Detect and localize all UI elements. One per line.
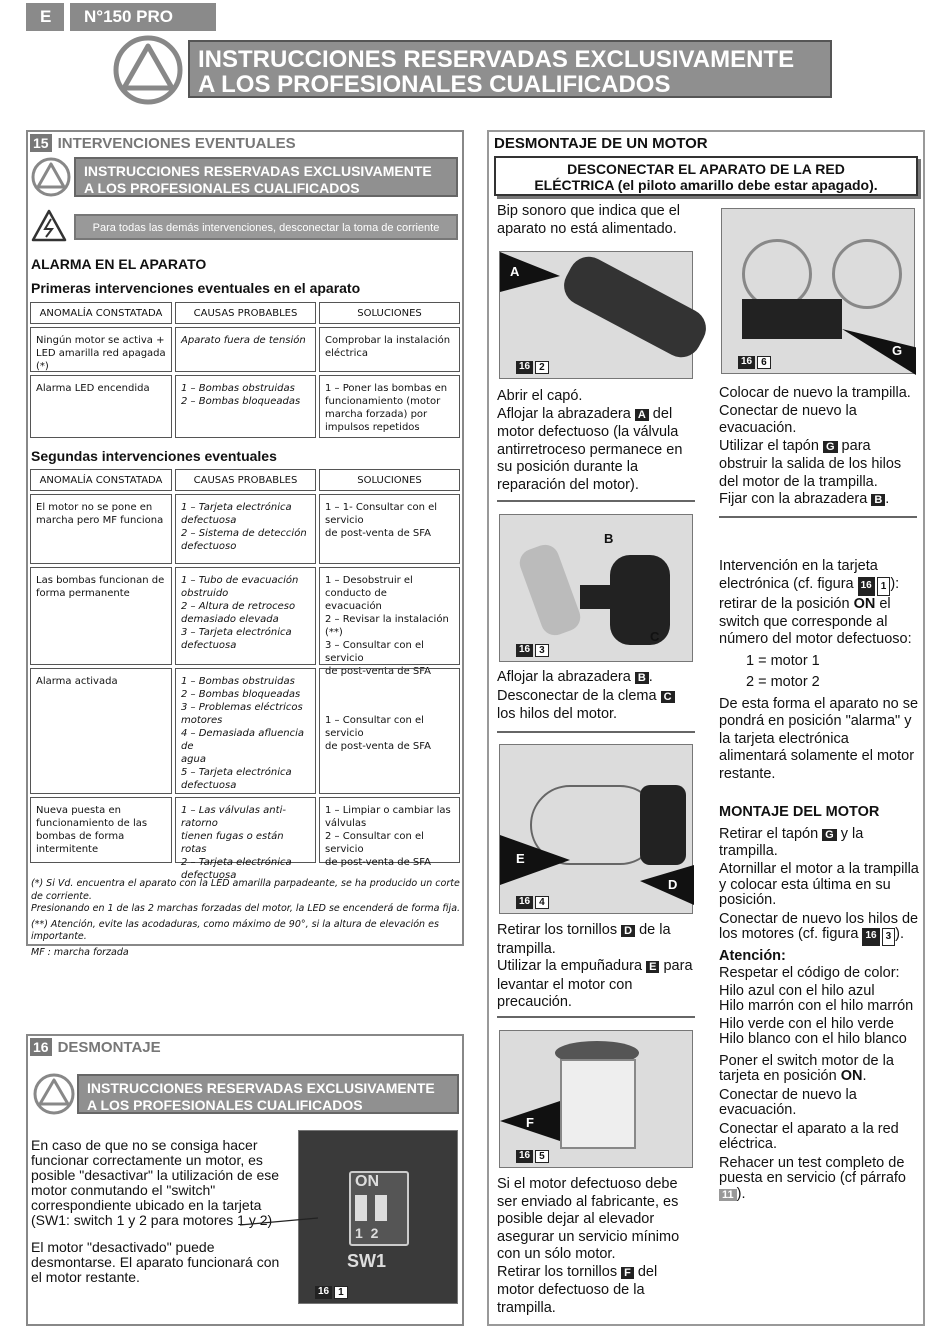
warning-triangle-icon <box>30 156 72 198</box>
table-cell: 1 – Poner las bombas en funcionamiento (motor marcha forzada) por impulsos repetidos <box>319 375 460 438</box>
table-header: CAUSAS PROBABLES <box>175 302 316 324</box>
language-tag: E <box>26 3 64 31</box>
assembly-text: Retirar el tapón G y la trampilla. Atornillar el motor a la trampilla y colocar esta última en su posición. Conectar de nuevo los hilos de los motores (cf. figura 16 3 ). Atención: Respetar el código de color: Hilo azul con el hilo azul Hilo marrón con el hilo marrón Hilo verde con el hilo verde Hilo blanco con el hilo blanco Poner el switch motor de la tarjeta en posición ON. Conectar de nuevo la evacuación. Conectar el aparato a la red eléctrica. Rehacer un test completo de puesta en servicio (cf párrafo 11 ). <box>719 826 919 1202</box>
disconnect-note: Para todas las demás intervenciones, desconectar la toma de corriente <box>74 214 458 240</box>
table-cell: Comprobar la instalación eléctrica <box>319 327 460 372</box>
table-header: SOLUCIONES <box>319 469 460 491</box>
figure-16-2: A 16 2 <box>499 251 693 379</box>
card-intervention-text: Intervención en la tarjeta electrónica (cf. figura 16 1 ): retirar de la posición ON el switch que corresponde al número del motor defectuoso: 1 = motor 1 2 = motor 2 De esta forma el aparato no se pondrá en posición "alarma" y la tarjeta electrónica alimentará solamente el motor restante. <box>719 558 919 782</box>
table-header: SOLUCIONES <box>319 302 460 324</box>
table-cell: 1 – Bombas obstruidas 2 – Bombas bloqueadas 3 – Problemas eléctricos motores 4 – Demasiada afluencia de agua 5 – Tarjeta electrónica defectuosa <box>175 668 316 794</box>
s16-paragraph-1: En caso de que no se consiga hacer funcionar correctamente un motor, es posible "desactivar" la utilización de ese motor conmutando el "switch" correspondiente ubicado en la tarjeta (SW1: switch 1 y 2 para motores 1 y 2) <box>31 1137 280 1228</box>
step-2-text: Abrir el capó. Aflojar la abrazadera A del motor defectuoso (la válvula antirretroceso permanece en su posición durante la reparación del motor). <box>497 388 683 493</box>
electric-hazard-icon <box>30 208 68 244</box>
table-cell: 1 – Desobstruir el conducto de evacuación 2 – Revisar la instalación (**) 3 – Consultar con el servicio de post-venta de SFA <box>319 567 460 665</box>
figure-16-6: G 16 6 <box>721 208 915 374</box>
pointer-line <box>240 1210 320 1230</box>
table-header: ANOMALÍA CONSTATADA <box>30 302 172 324</box>
step-4-text: Retirar los tornillos D de la trampilla. Utilizar la empuñadura E para levantar el motor con precaución. <box>497 922 693 1010</box>
warning-triangle-icon <box>32 1072 76 1116</box>
section-16-warning: INSTRUCCIONES RESERVADAS EXCLUSIVAMENTE A LOS PROFESIONALES CUALIFICADOS <box>77 1074 459 1114</box>
assembly-title: MONTAJE DEL MOTOR <box>719 804 880 820</box>
section-16-header: 16 DESMONTAJE <box>30 1038 161 1056</box>
disconnect-box: DESCONECTAR EL APARATO DE LA RED ELÉCTRICA (el piloto amarillo debe estar apagado). <box>494 156 918 196</box>
table-header: CAUSAS PROBABLES <box>175 469 316 491</box>
table-cell: Ningún motor se activa + LED amarilla red apagada (*) <box>30 327 172 372</box>
table-cell: Alarma LED encendida <box>30 375 172 438</box>
first-interventions-title: Primeras intervenciones eventuales en el aparato <box>31 280 361 296</box>
second-interventions-title: Segundas intervenciones eventuales <box>31 448 277 464</box>
s16-paragraph-2: El motor "desactivado" puede desmontarse. El aparato funcionará con el motor restante. <box>31 1239 280 1285</box>
bip-text: Bip sonoro que indica que el aparato no está alimentado. <box>497 203 680 237</box>
step-6-text: Colocar de nuevo la trampilla. Conectar de nuevo la evacuación. Utilizar el tapón G para obstruir la salida de los hilos del motor de la trampilla. Fijar con la abrazadera B . <box>719 385 911 507</box>
motor-title: DESMONTAJE DE UN MOTOR <box>494 135 708 152</box>
table-cell: 1 – Consultar con el servicio de post-venta de SFA <box>319 668 460 794</box>
alarm-title: ALARMA EN EL APARATO <box>31 256 207 272</box>
table-cell: 1 – 1- Consultar con el servicio de post-venta de SFA <box>319 494 460 564</box>
figure-16-4: E D 16 4 <box>499 744 693 914</box>
table-cell: 1 – Tubo de evacuación obstruido 2 – Altura de retroceso demasiado elevada 3 – Tarjeta electrónica defectuosa <box>175 567 316 665</box>
step-5-text: Si el motor defectuoso debe ser enviado al fabricante, es posible dejar al elevador asegurar un servicio mínimo con un sólo motor. Retirar los tornillos F del motor defectuoso de la trampilla. <box>497 1176 680 1316</box>
step-3-text: Aflojar la abrazadera B . Desconectar de la clema C los hilos del motor. <box>497 669 693 724</box>
table-cell: 1 – Tarjeta electrónica defectuosa 2 – Sistema de detección defectuoso <box>175 494 316 564</box>
table-cell: 1 – Bombas obstruidas 2 – Bombas bloqueadas <box>175 375 316 438</box>
table-cell: Las bombas funcionan de forma permanente <box>30 567 172 665</box>
switch-photo: ON 1 2 SW1 16 1 <box>298 1130 458 1304</box>
table-cell: El motor no se pone en marcha pero MF funciona <box>30 494 172 564</box>
table-cell: 1 – Las válvulas anti-ratorno tienen fugas o están rotas 2 – Tarjeta electrónica defectuosa <box>175 797 316 863</box>
table-cell: Nueva puesta en funcionamiento de las bombas de forma intermitente <box>30 797 172 863</box>
table-cell: Alarma activada <box>30 668 172 794</box>
table-header: ANOMALÍA CONSTATADA <box>30 469 172 491</box>
section-15-warning: INSTRUCCIONES RESERVADAS EXCLUSIVAMENTE A LOS PROFESIONALES CUALIFICADOS <box>74 157 458 197</box>
section-15-header: 15 INTERVENCIONES EVENTUALES <box>30 134 296 152</box>
page-title: INSTRUCCIONES RESERVADAS EXCLUSIVAMENTE A LOS PROFESIONALES CUALIFICADOS <box>188 40 832 98</box>
footnotes: (*) Si Vd. encuentra el aparato con la LED amarilla parpadeante, se ha producido un corte de corriente. Presionando en 1 de las 2 marchas forzadas del motor, la LED se encenderá de forma fija. (**) Atención, evite las acodaduras, como máximo de 90°, si la altura de elevación es importante. MF : marcha forzada <box>31 878 461 958</box>
model-tag: N°150 PRO <box>70 3 216 31</box>
warning-triangle-icon <box>112 34 184 106</box>
figure-16-5: F 16 5 <box>499 1030 693 1168</box>
table-cell: 1 – Limpiar o cambiar las válvulas 2 – Consultar con el servicio de post-venta de SFA <box>319 797 460 863</box>
table-cell: Aparato fuera de tensión <box>175 327 316 372</box>
figure-16-3: B C 16 3 <box>499 514 693 662</box>
